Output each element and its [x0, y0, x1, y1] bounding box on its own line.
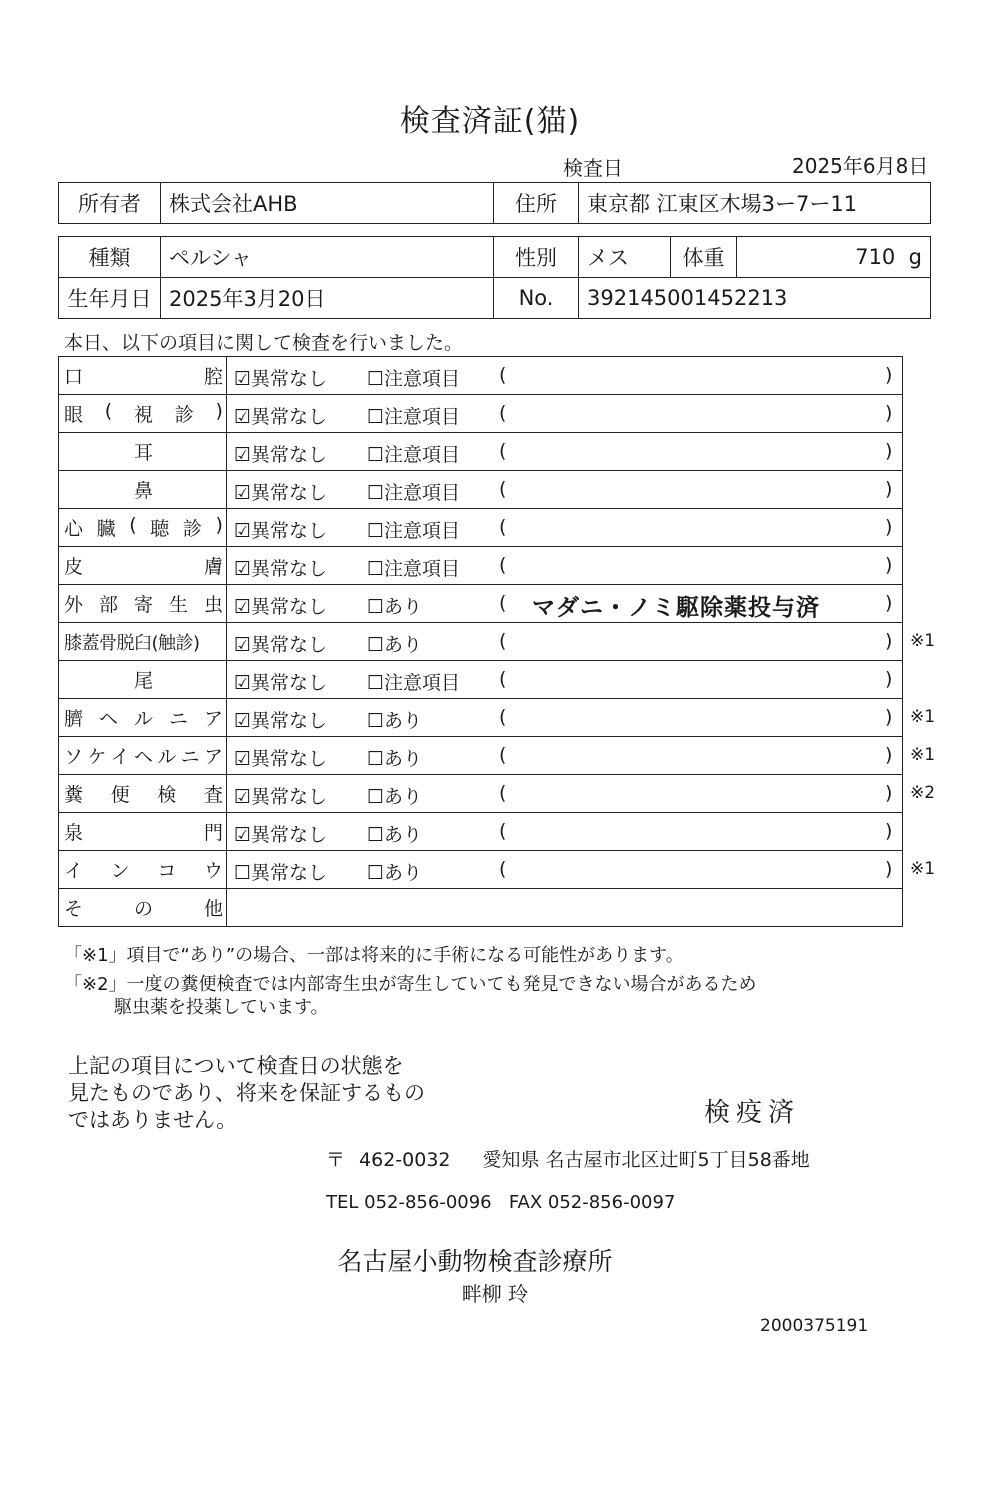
item-result-cell	[227, 357, 903, 395]
document-number: 2000375191	[760, 1316, 869, 1336]
paren-close: )	[885, 630, 893, 652]
attention-checkbox: ☐注意項目	[367, 558, 461, 580]
inspection-date: 2025年6月8日	[792, 154, 929, 178]
paren-open: (	[499, 592, 507, 614]
inspection-date-label: 検査日	[563, 156, 623, 180]
paren-open: (	[499, 858, 507, 880]
item-label: 尾	[133, 670, 153, 692]
item-result-cell	[227, 395, 903, 433]
item-label-cell	[59, 433, 227, 471]
normal-checkbox: ☑異常なし	[234, 444, 328, 466]
paren-open: (	[499, 782, 507, 804]
item-result-cell	[227, 851, 936, 889]
normal-checkbox: ☑異常なし	[234, 406, 328, 428]
normal-checkbox: ☑異常なし	[234, 482, 328, 504]
item-label-cell	[59, 395, 227, 433]
dob-label: 生年月日	[59, 278, 161, 319]
item-result-cell	[227, 623, 936, 661]
attention-checkbox: ☐あり	[367, 786, 423, 808]
paren-open: (	[499, 630, 507, 652]
footnote-1: 「※1」項目で“あり”の場合、一部は将来的に手術になる可能性があります。	[64, 945, 684, 966]
inspection-row	[59, 623, 903, 661]
disclaimer-line-2: 見たものであり、将来を保証するもの	[68, 1081, 425, 1105]
paren-open: (	[499, 478, 507, 500]
postal-code: 462-0032	[359, 1149, 451, 1171]
attention-checkbox: ☐あり	[367, 634, 423, 656]
inspection-row	[59, 851, 903, 889]
paren-close: )	[885, 858, 893, 880]
attention-checkbox: ☐あり	[367, 710, 423, 732]
item-label: 臍 ヘ ル ニ ア	[64, 708, 223, 730]
inspection-row	[59, 737, 903, 775]
no-value: 392145001452213	[579, 278, 931, 319]
normal-checkbox: ☑異常なし	[234, 748, 328, 770]
normal-checkbox: ☑異常なし	[234, 786, 328, 808]
attention-checkbox: ☐あり	[367, 748, 423, 770]
item-result-cell	[227, 661, 903, 699]
paren-close: )	[885, 554, 893, 576]
paren-open: (	[499, 706, 507, 728]
inspection-row	[59, 813, 903, 851]
normal-checkbox: ☐異常なし	[234, 862, 328, 884]
paren-open: (	[499, 744, 507, 766]
paren-close: )	[885, 402, 893, 424]
paren-close: )	[885, 364, 893, 386]
attention-checkbox: ☐注意項目	[367, 482, 461, 504]
item-label-cell	[59, 699, 227, 737]
item-label-cell	[59, 851, 227, 889]
item-label: ソ ケ イ ヘ ル ニ ア	[64, 746, 223, 768]
attention-checkbox: ☐注意項目	[367, 368, 461, 390]
paren-open: (	[499, 440, 507, 462]
attention-checkbox: ☐注意項目	[367, 520, 461, 542]
paren-close: )	[885, 782, 893, 804]
item-result-cell	[227, 547, 903, 585]
item-label-cell	[59, 813, 227, 851]
item-result-cell	[227, 433, 903, 471]
paren-close: )	[885, 592, 893, 614]
other-value	[227, 889, 903, 927]
inspection-row	[59, 395, 903, 433]
sex-value: メス	[579, 237, 671, 278]
normal-checkbox: ☑異常なし	[234, 634, 328, 656]
other-label: そ の 他	[64, 898, 223, 920]
inspection-row	[59, 775, 903, 813]
paren-open: (	[499, 668, 507, 690]
sex-label: 性別	[494, 237, 579, 278]
quarantine-stamp: 検疫済	[704, 1098, 801, 1128]
item-label-cell	[59, 585, 227, 623]
paren-close: )	[885, 744, 893, 766]
paren-open: (	[499, 364, 507, 386]
normal-checkbox: ☑異常なし	[234, 558, 328, 580]
paren-open: (	[499, 820, 507, 842]
clinic-address	[326, 1145, 810, 1172]
inspection-row	[59, 471, 903, 509]
item-result-cell	[227, 509, 903, 547]
item-label: 外 部 寄 生 虫	[64, 594, 223, 616]
inspection-row	[59, 547, 903, 585]
paren-open: (	[499, 516, 507, 538]
fax: FAX 052-856-0097	[508, 1192, 676, 1213]
footnote-mark: ※1	[910, 707, 936, 727]
attention-checkbox: ☐注意項目	[367, 406, 461, 428]
paren-close: )	[885, 478, 893, 500]
inspection-row	[59, 509, 903, 547]
footnote-mark: ※1	[910, 631, 936, 651]
owner-table	[58, 182, 931, 224]
item-label-cell	[59, 623, 227, 661]
item-label-cell	[59, 661, 227, 699]
footnote-2-cont: 駆虫薬を投薬しています。	[114, 997, 329, 1018]
attention-checkbox: ☐あり	[367, 824, 423, 846]
item-label-cell	[59, 471, 227, 509]
inspection-row	[59, 585, 903, 623]
paren-close: )	[885, 820, 893, 842]
item-label: 鼻	[133, 480, 153, 502]
item-label: イ ン コ ウ	[64, 860, 223, 882]
weight-value: 710	[855, 245, 896, 269]
item-label: 泉 門	[64, 822, 223, 844]
item-result-cell	[227, 699, 936, 737]
dob-value: 2025年3月20日	[161, 278, 494, 319]
owner-label: 所有者	[59, 183, 161, 224]
footnote-mark: ※1	[910, 859, 936, 879]
item-note: マダニ・ノミ駆除薬投与済	[532, 595, 820, 621]
item-result-cell	[227, 813, 903, 851]
other-row	[59, 889, 903, 927]
inspection-row	[59, 433, 903, 471]
inspection-table	[58, 356, 936, 927]
attention-checkbox: ☐注意項目	[367, 672, 461, 694]
inspection-row	[59, 699, 903, 737]
paren-close: )	[885, 440, 893, 462]
other-label-cell	[59, 889, 227, 927]
inspection-row	[59, 357, 903, 395]
item-result-cell	[227, 585, 903, 623]
inspection-row	[59, 661, 903, 699]
item-label: 眼 ( 視 診 )	[64, 400, 223, 426]
item-result-cell	[227, 737, 936, 775]
footnote-mark: ※2	[910, 783, 936, 803]
item-label: 糞 便 検 査	[64, 784, 223, 806]
no-label: No.	[494, 278, 579, 319]
weight-unit: g	[908, 245, 922, 269]
item-label: 口 腔	[64, 366, 223, 388]
item-label-cell	[59, 509, 227, 547]
footnote-mark: ※1	[910, 745, 936, 765]
weight-cell	[737, 237, 931, 278]
paren-close: )	[885, 516, 893, 538]
disclaimer-line-1: 上記の項目について検査日の状態を	[68, 1054, 404, 1078]
item-label: 皮 膚	[64, 556, 223, 578]
item-result-cell	[227, 775, 936, 813]
item-result-cell	[227, 471, 903, 509]
clinic-contact	[326, 1192, 675, 1213]
normal-checkbox: ☑異常なし	[234, 520, 328, 542]
item-label-cell	[59, 357, 227, 395]
tel: TEL 052-856-0096	[326, 1192, 492, 1213]
pet-table	[58, 236, 931, 319]
normal-checkbox: ☑異常なし	[234, 596, 328, 618]
paren-close: )	[885, 706, 893, 728]
normal-checkbox: ☑異常なし	[234, 368, 328, 390]
weight-label: 体重	[671, 237, 737, 278]
kind-label: 種類	[59, 237, 161, 278]
footnote-2: 「※2」一度の糞便検査では内部寄生虫が寄生していても発見できない場合があるため	[64, 974, 757, 995]
normal-checkbox: ☑異常なし	[234, 710, 328, 732]
kind-value: ペルシャ	[161, 237, 494, 278]
paren-close: )	[885, 668, 893, 690]
item-label-cell	[59, 737, 227, 775]
clinic-name: 名古屋小動物検査診療所	[337, 1247, 613, 1276]
vet-name: 畔柳 玲	[461, 1282, 529, 1306]
intro-text: 本日、以下の項目に関して検査を行いました。	[64, 332, 464, 354]
attention-checkbox: ☐あり	[367, 862, 423, 884]
normal-checkbox: ☑異常なし	[234, 672, 328, 694]
item-label: 耳	[133, 442, 153, 464]
postal-mark: 〒	[326, 1149, 346, 1171]
normal-checkbox: ☑異常なし	[234, 824, 328, 846]
address-value: 東京都 江東区木場3ー7ー11	[579, 183, 931, 224]
page-title: 検査済証(猫)	[399, 104, 581, 139]
disclaimer-line-3: ではありません。	[68, 1108, 238, 1132]
address-label: 住所	[494, 183, 579, 224]
paren-open: (	[499, 554, 507, 576]
attention-checkbox: ☐あり	[367, 596, 423, 618]
address-text: 愛知県 名古屋市北区辻町5丁目58番地	[482, 1149, 810, 1171]
attention-checkbox: ☐注意項目	[367, 444, 461, 466]
paren-open: (	[499, 402, 507, 424]
item-label-cell	[59, 547, 227, 585]
item-label: 心 臓 ( 聴 診 )	[64, 514, 223, 540]
item-label-cell	[59, 775, 227, 813]
item-label: 膝蓋骨脱臼(触診)	[64, 632, 200, 654]
owner-value: 株式会社AHB	[161, 183, 494, 224]
